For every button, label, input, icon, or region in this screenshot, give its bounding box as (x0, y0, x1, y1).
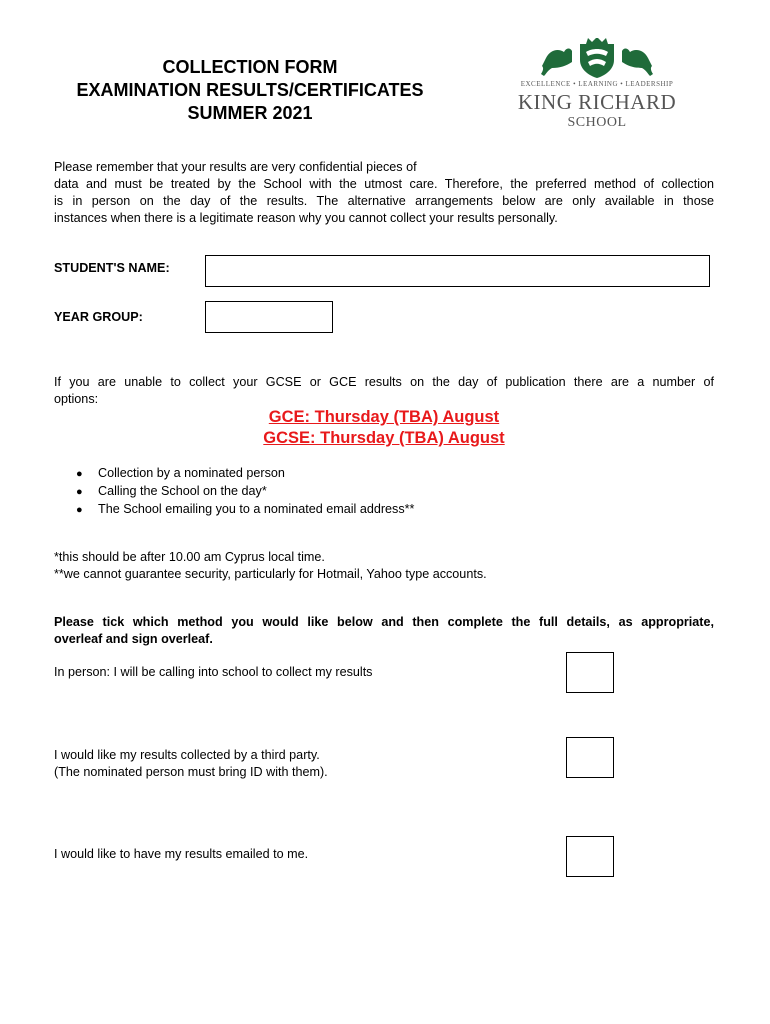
list-item (76, 483, 414, 501)
method-in-person-checkbox[interactable] (566, 652, 614, 693)
title-line-2: EXAMINATION RESULTS/CERTIFICATES (76, 80, 424, 100)
list-item-text: Calling the School on the day* (98, 484, 267, 498)
method-in-person-label: In person: I will be calling into school to collect my results (54, 665, 373, 679)
options-line-1: If you are unable to collect your GCSE or GCE results on the day of publication there are a number of (54, 375, 714, 389)
intro-line-1: Please remember that your results are very confidential pieces of (54, 160, 417, 174)
list-item-text: Collection by a nominated person (98, 466, 285, 480)
gcse-date: GCSE: Thursday (TBA) August (263, 429, 505, 447)
form-title (54, 56, 446, 125)
bullet-icon: ● (76, 468, 83, 480)
method-third-party-checkbox[interactable] (566, 737, 614, 778)
footnote-1: *this should be after 10.00 am Cyprus local time. (54, 550, 325, 564)
options-list (76, 465, 414, 519)
method-third-party-line-1: I would like my results collected by a third party. (54, 748, 320, 762)
tick-instruction (54, 614, 714, 648)
title-line-1: COLLECTION FORM (162, 57, 338, 77)
method-third-party-line-2: (The nominated person must bring ID with them). (54, 765, 328, 779)
school-name: KING RICHARD (517, 90, 677, 114)
options-line-2: options: (54, 392, 99, 406)
list-item (76, 465, 414, 483)
footnote-2: **we cannot guarantee security, particularly for Hotmail, Yahoo type accounts. (54, 567, 487, 581)
gce-date: GCE: Thursday (TBA) August (268, 408, 500, 426)
options-paragraph (54, 374, 714, 408)
method-third-party-label (54, 747, 328, 781)
list-item-text: The School emailing you to a nominated email address** (98, 502, 415, 516)
school-logo (506, 38, 688, 134)
bullet-icon: ● (76, 504, 83, 516)
year-group-field[interactable] (205, 301, 333, 333)
list-item (76, 501, 414, 519)
intro-line-4: instances when there is a legitimate reason why you cannot collect your results personally. (54, 211, 558, 225)
school-motto: EXCELLENCE • LEARNING • LEADERSHIP (520, 80, 674, 88)
school-name-suffix: SCHOOL (567, 115, 627, 130)
instruction-line-1: Please tick which method you would like below and then complete the full details, as appropriate, (54, 615, 714, 629)
intro-paragraph (54, 159, 714, 227)
footnotes (54, 549, 487, 583)
year-group-label: YEAR GROUP: (54, 310, 143, 324)
student-name-field[interactable] (205, 255, 710, 287)
title-line-3: SUMMER 2021 (187, 103, 313, 123)
intro-line-2: data and must be treated by the School with the utmost care. Therefore, the preferred method of collection (54, 177, 714, 191)
intro-line-3: is in person on the day of the results. The alternative arrangements below are only available in those (54, 194, 714, 208)
bullet-icon: ● (76, 486, 83, 498)
results-dates (54, 407, 714, 449)
method-email-label: I would like to have my results emailed to me. (54, 847, 309, 861)
student-name-label: STUDENT'S NAME: (54, 261, 170, 275)
lions-crest-icon (506, 38, 688, 80)
method-email-checkbox[interactable] (566, 836, 614, 877)
instruction-line-2: overleaf and sign overleaf. (54, 632, 213, 646)
